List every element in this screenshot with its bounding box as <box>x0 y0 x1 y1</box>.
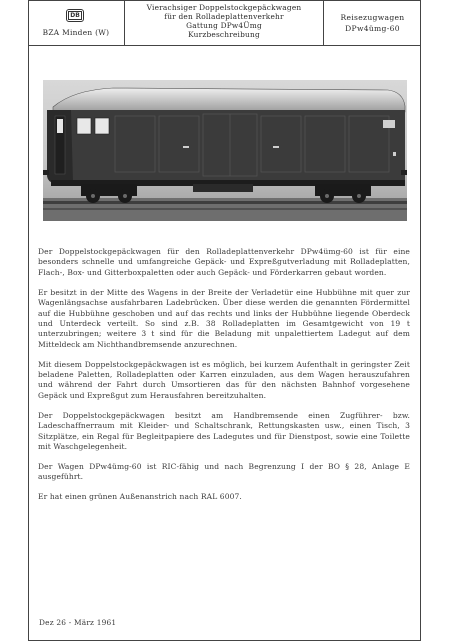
document-header <box>28 0 421 46</box>
db-logo-icon: DB <box>66 9 84 22</box>
paragraph: Der Doppelstockgepäckwagen für den Rolladeplattenverkehr DPw4ümg-60 ist für eine besonders schnelle und umfangreiche Gepäck- und Expreßgutverladung mit Rolladeplatten, Flach-, Box- und Gitterboxpaletten oder auch Gepäck- und Förderkarren gebaut worden. <box>38 247 410 277</box>
type-line: Reisezugwagen <box>340 13 405 22</box>
paragraph: Er hat einen grünen Außenanstrich nach RAL 6007. <box>38 492 242 502</box>
header-type-cell <box>324 0 421 45</box>
paragraph: Mit diesem Doppelstockgepäckwagen ist es möglich, bei kurzem Aufenthalt in geringster Zeit beladene Paletten, Rolladeplatten oder Karren einzuladen, aus dem Wagen herauszufahren und während der Fahrt durch Umsortieren das für den nächsten Bahnhof vorgesehene Gepäck und Expreßgut zum Herausfahren bereitzuhalten. <box>38 359 410 400</box>
header-office-cell <box>28 0 125 45</box>
railcar-photo <box>43 80 407 221</box>
office-name: BZA Minden (W) <box>42 28 110 37</box>
paragraph: Der Wagen DPw4ümg-60 ist RIC-fähig und nach Begrenzung I der BO § 28, Anlage E ausgeführt. <box>38 461 410 482</box>
footer-date: Dez 26 - März 1961 <box>39 618 117 627</box>
title-line: Kurzbeschreibung <box>188 30 260 39</box>
description-text <box>38 247 410 512</box>
type-line: DPw4ümg-60 <box>345 24 400 33</box>
paragraph: Er besitzt in der Mitte des Wagens in der Breite der Verladetür eine Hubbühne mit quer zur Wagenlängsachse ausfahrbaren Ladebrücken. Über diese werden die genannten Fördermittel auf die Hubbühne geschoben und auf das rechts und links der Hubbühne liegende Oberdeck und Unterdeck verteilt. So sind z.B. 38 Rolladeplatten im Gesamtgewicht von 19 t unterzubringen; weitere 3 t sind für die Beladung mit unpalettiertem Ladegut auf dem Mitteldeck am Nichthandbremsende anzurechnen. <box>38 287 410 349</box>
paragraph: Der Doppelstockgepäckwagen besitzt am Handbremsende einen Zugführer- bzw. Ladeschaffnerraum mit Kleider- und Schaltschrank, Rettungskasten usw., einen Tisch, 3 Sitzplätze, ein Regal für Begleitpapiere des Ladegutes und für Dienstpost, sowie eine Toilette mit Waschgelegenheit. <box>38 410 410 451</box>
header-title-cell <box>125 0 324 45</box>
title-line: Gattung DPw4Ümg <box>186 21 262 30</box>
title-line: für den Rolladeplattenverkehr <box>164 12 284 21</box>
title-line: Vierachsiger Doppelstockgepäckwagen <box>146 3 302 12</box>
